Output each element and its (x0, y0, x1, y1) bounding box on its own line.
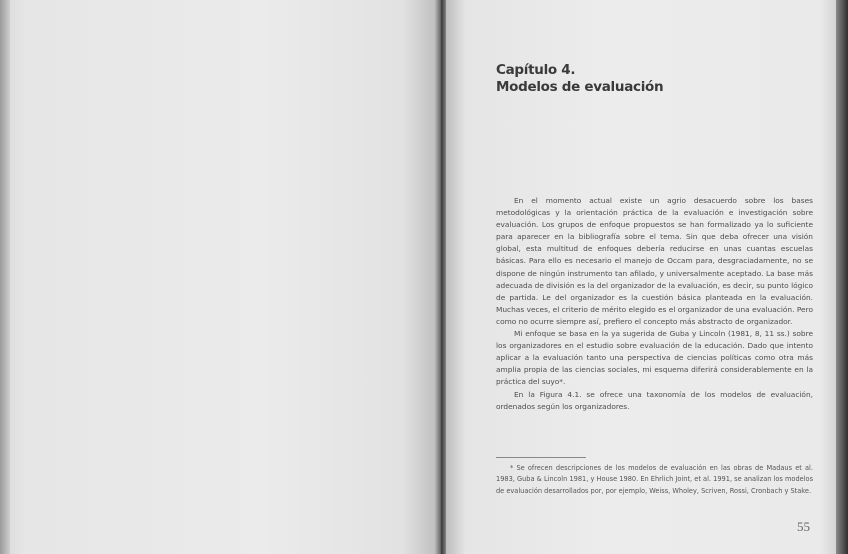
footnote-divider (496, 457, 586, 458)
right-page-edge (836, 0, 848, 554)
footnote: * Se ofrecen descripciones de los modelos de evaluación en las obras de Madaus et al. 1983, Guba & Lincoln 1981, y House 1980. En Ehrlich Joint, et al. 1991, se analizan los modelos de evaluación desarrollados por, por ejemplo, Weiss, Wholey, Scriven, Rossi, Cronbach y Stake. (496, 464, 813, 495)
body-text (496, 195, 813, 413)
page-number: 55 (797, 519, 810, 534)
chapter-title: Modelos de evaluación (496, 79, 664, 95)
left-page-edge (0, 0, 10, 554)
paragraph-3: En la Figura 4.1. se ofrece una taxonomía de los modelos de evaluación, ordenados según los organizadores. (496, 389, 813, 411)
paragraph-2: Mi enfoque se basa en la ya sugerida de Guba y Lincoln (1981, 8, 11 ss.) sobre los organizadores en el estudio sobre evaluación de la educación. Dado que intento aplicar a la evaluación tanto una perspectiva de ciencias políticas como otra más amplia propia de las ciencias sociales, mi esquema diferirá considerablemente en la práctica del suyo*. (496, 329, 813, 387)
paragraph-1: En el momento actual existe un agrio desacuerdo sobre los bases metodológicas y la orientación práctica de la evaluación e investigación sobre evaluación. Los grupos de enfoque propuestos se han formalizado ya lo suficiente para aparecer en la bibliografía sobre el tema. Sin que deba ofrecer una visión global, esta multitud de enfoques debería reducirse en unas cuantas escuelas básicas. Para ello es necesario el manejo de Occam para, desgraciadamente, no se dispone de ningún instrumento tan afilado, y universalmente aceptado. La base más adecuada de división es la del organizador de la evaluación, es decir, su punto lógico de partida. Le del organizador es la cuestión básica planteada en la evaluación. Muchas veces, el criterio de mérito elegido es el organizador de una evaluación. Pero como no ocurre siempre así, prefiero el concepto más abstracto de organizador. (496, 196, 813, 326)
chapter-heading (496, 62, 663, 96)
chapter-label: Capítulo 4. (496, 62, 576, 78)
